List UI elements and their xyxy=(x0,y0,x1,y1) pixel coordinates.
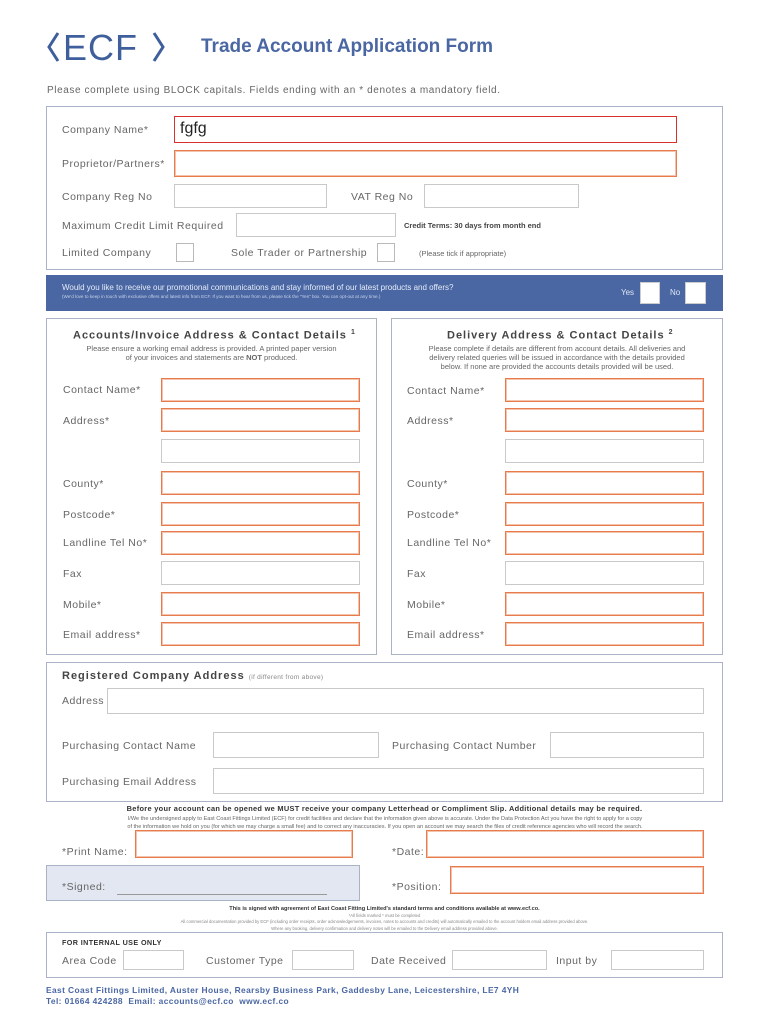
position-input[interactable] xyxy=(450,866,704,894)
del-landline-label: Landline Tel No* xyxy=(407,537,492,549)
acc-landline-label: Landline Tel No* xyxy=(63,537,148,549)
delivery-note: Please complete if details are different from account details. All deliveries and delivery related queries will be issued in accordance with the details provided below. If none are provided the accounts details provided will be used. xyxy=(428,344,686,371)
acc-address-label: Address* xyxy=(63,415,110,427)
accounts-title: Accounts/Invoice Address & Contact Details $^1$ xyxy=(73,329,356,342)
acc-county-input[interactable] xyxy=(161,471,360,495)
reg-address-label: Address xyxy=(62,695,105,707)
signature-line xyxy=(117,894,327,895)
print-name-input[interactable] xyxy=(135,830,353,858)
reg-address-input[interactable] xyxy=(107,688,704,714)
date-received-input[interactable] xyxy=(452,950,547,970)
area-code-label: Area Code xyxy=(62,955,117,967)
acc-email-input[interactable] xyxy=(161,622,360,646)
max-credit-input[interactable] xyxy=(236,213,396,237)
delivery-title: Delivery Address & Contact Details $^2$ xyxy=(447,329,674,342)
purchasing-contact-input[interactable] xyxy=(213,732,379,758)
instructions: Please complete using BLOCK capitals. Fields ending with an * denotes a mandatory field. xyxy=(47,85,501,96)
declaration-heading: Before your account can be opened we MUST receive your company Letterhead or Compliment Slip. Additional details may be required. xyxy=(126,804,643,813)
vat-reg-label: VAT Reg No xyxy=(351,191,414,203)
area-code-input[interactable] xyxy=(123,950,184,970)
ecf-logo: ECF xyxy=(46,27,168,67)
position-label: *Position: xyxy=(392,881,442,893)
acc-contact-input[interactable] xyxy=(161,378,360,402)
print-name-label: *Print Name: xyxy=(62,846,128,858)
date-received-label: Date Received xyxy=(371,955,447,967)
promo-subtext: (We'd love to keep in touch with exclusive offers and latest info from ECF. If you want to hear from us, please tick the "Yes" box. You can opt-out at any time.) xyxy=(62,294,381,299)
acc-postcode-input[interactable] xyxy=(161,502,360,526)
del-postcode-input[interactable] xyxy=(505,502,704,526)
limited-company-label: Limited Company xyxy=(62,247,152,259)
acc-address-input-2[interactable] xyxy=(161,439,360,463)
del-postcode-label: Postcode* xyxy=(407,509,460,521)
promo-bar xyxy=(46,275,723,311)
del-address-label: Address* xyxy=(407,415,454,427)
del-county-input[interactable] xyxy=(505,471,704,495)
acc-email-label: Email address* xyxy=(63,629,141,641)
proprietor-input[interactable] xyxy=(174,150,677,177)
del-landline-input[interactable] xyxy=(505,531,704,555)
company-name-input[interactable] xyxy=(174,116,677,143)
signed-label: *Signed: xyxy=(62,881,106,893)
acc-address-input-1[interactable] xyxy=(161,408,360,432)
del-contact-input[interactable] xyxy=(505,378,704,402)
promo-question: Would you like to receive our promotional communications and stay informed of our latest products and offers? xyxy=(62,283,454,292)
del-email-input[interactable] xyxy=(505,622,704,646)
acc-fax-label: Fax xyxy=(63,568,83,580)
company-reg-input[interactable] xyxy=(174,184,327,208)
registered-title: Registered Company Address (if different from above) xyxy=(62,670,324,682)
input-by-label: Input by xyxy=(556,955,598,967)
purchasing-contact-label: Purchasing Contact Name xyxy=(62,740,197,752)
del-mobile-label: Mobile* xyxy=(407,599,446,611)
vat-reg-input[interactable] xyxy=(424,184,579,208)
max-credit-label: Maximum Credit Limit Required xyxy=(62,220,224,232)
acc-postcode-label: Postcode* xyxy=(63,509,116,521)
del-county-label: County* xyxy=(407,478,448,490)
acc-contact-label: Contact Name* xyxy=(63,384,141,396)
del-address-input-2[interactable] xyxy=(505,439,704,463)
input-by-input[interactable] xyxy=(611,950,704,970)
acc-mobile-input[interactable] xyxy=(161,592,360,616)
internal-title: FOR INTERNAL USE ONLY xyxy=(62,938,162,947)
company-name-label: Company Name* xyxy=(62,124,149,136)
footer-address: East Coast Fittings Limited, Auster House, Rearsby Business Park, Gaddesby Lane, Leicestershire, LE7 4YH xyxy=(46,985,520,995)
del-fax-label: Fax xyxy=(407,568,427,580)
customer-type-label: Customer Type xyxy=(206,955,284,967)
accounts-note: Please ensure a working email address is provided. A printed paper version of your invoices and statements are NOT produced. xyxy=(86,344,337,362)
purchasing-number-label: Purchasing Contact Number xyxy=(392,740,537,752)
signed-box[interactable] xyxy=(46,865,360,901)
company-name-value: fgfg xyxy=(180,120,207,137)
date-label: *Date: xyxy=(392,846,425,858)
proprietor-label: Proprietor/Partners* xyxy=(62,158,165,170)
promo-yes-label: Yes xyxy=(621,288,635,297)
del-mobile-input[interactable] xyxy=(505,592,704,616)
del-email-label: Email address* xyxy=(407,629,485,641)
acc-mobile-label: Mobile* xyxy=(63,599,102,611)
del-contact-label: Contact Name* xyxy=(407,385,485,397)
page-title: Trade Account Application Form xyxy=(201,36,494,57)
promo-no-checkbox[interactable] xyxy=(685,282,706,304)
footer-contact: Tel: 01664 424288 Email: accounts@ecf.co www.ecf.co xyxy=(46,996,290,1006)
customer-type-input[interactable] xyxy=(292,950,354,970)
acc-county-label: County* xyxy=(63,478,104,490)
terms-text: This is signed with agreement of East Coast Fitting Limited's standard terms and conditions available at www.ecf.co. *All fields marked * must be completed All commercial documentation provided by ECF (including order receipts, order acknowledgements, invoices, notes to accounts and credits) will automatically emailed to the account holders email address provided above. Where any booking, delivery confirmation and delivery notes will be emailed to the Delivery email address provided above. xyxy=(180,906,589,931)
purchasing-email-label: Purchasing Email Address xyxy=(62,776,197,788)
del-fax-input[interactable] xyxy=(505,561,704,585)
sole-trader-checkbox[interactable] xyxy=(377,243,395,262)
acc-landline-input[interactable] xyxy=(161,531,360,555)
acc-fax-input[interactable] xyxy=(161,561,360,585)
purchasing-email-input[interactable] xyxy=(213,768,704,794)
credit-terms: Credit Terms: 30 days from month end xyxy=(404,221,541,230)
promo-no-label: No xyxy=(670,288,681,297)
company-reg-label: Company Reg No xyxy=(62,191,153,203)
del-address-input-1[interactable] xyxy=(505,408,704,432)
sole-trader-label: Sole Trader or Partnership xyxy=(231,247,368,259)
purchasing-number-input[interactable] xyxy=(550,732,704,758)
date-input[interactable] xyxy=(426,830,704,858)
declaration-text: I/We the undersigned apply to East Coast Fittings Limited (ECF) for credit facilities and declare that the information given above is accurate. Under the Data Protection Act you have the right to apply for a copy of the information we hold on you (for which we may charge a small fee) and to correct any inaccuracies. If you open an account we may search the files of credit reference agencies who will record the search. xyxy=(127,816,643,830)
limited-company-checkbox[interactable] xyxy=(176,243,194,262)
tick-note: (Please tick if appropriate) xyxy=(419,249,507,258)
promo-yes-checkbox[interactable] xyxy=(640,282,660,304)
